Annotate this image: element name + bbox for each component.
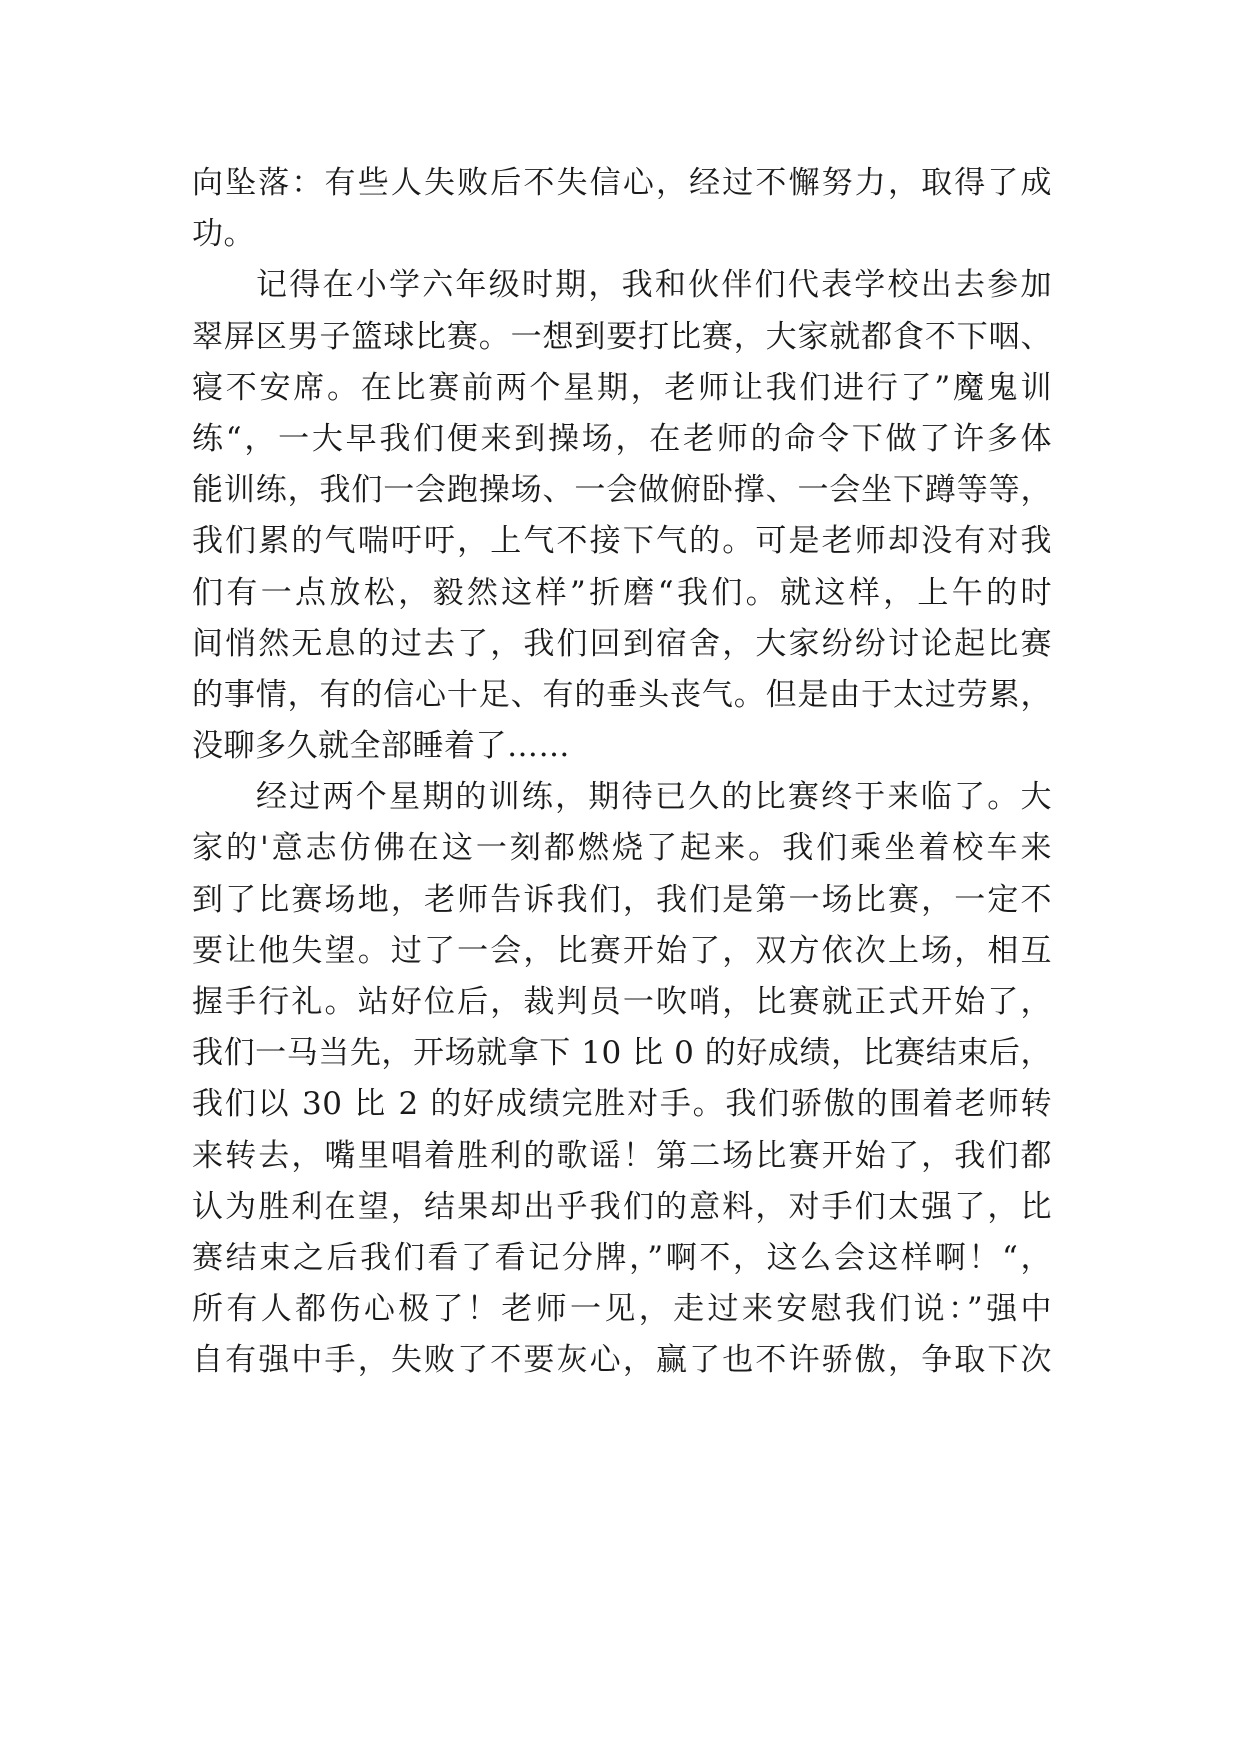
text-line: 来转去，嘴里唱着胜利的歌谣！第二场比赛开始了，我们都 [192,1137,1052,1174]
text-line: 记得在小学六年级时期，我和伙伴们代表学校出去参加 [256,267,1052,304]
text-line: 我们一马当先，开场就拿下 10 比 0 的好成绩，比赛结束后， [192,1035,1052,1072]
text-line: 自有强中手，失败了不要灰心，赢了也不许骄傲，争取下次 [192,1342,1052,1379]
text-line: 的事情，有的信心十足、有的垂头丧气。但是由于太过劳累， [192,676,1052,713]
text-line: 们有一点放松，毅然这样”折磨“我们。就这样，上午的时 [192,574,1052,611]
text-line: 家的'意志仿佛在这一刻都燃烧了起来。我们乘坐着校车来 [192,830,1052,867]
text-line: 寝不安席。在比赛前两个星期，老师让我们进行了”魔鬼训 [192,369,1052,406]
text-line: 我们累的气喘吁吁，上气不接下气的。可是老师却没有对我 [192,523,1052,560]
text-line: 到了比赛场地，老师告诉我们，我们是第一场比赛，一定不 [192,881,1052,918]
text-line: 间悄然无息的过去了，我们回到宿舍，大家纷纷讨论起比赛 [192,625,1052,662]
text-line: 握手行礼。站好位后，裁判员一吹哨，比赛就正式开始了， [192,984,1052,1020]
text-line: 翠屏区男子篮球比赛。一想到要打比赛，大家就都食不下咽、 [192,318,1052,355]
text-line: 所有人都伤心极了！老师一见，走过来安慰我们说：”强中 [192,1291,1052,1328]
text-line: 能训练，我们一会跑操场、一会做俯卧撑、一会坐下蹲等等， [192,472,1052,509]
text-line: 赛结束之后我们看了看记分牌，”啊不，这么会这样啊！“， [192,1239,1052,1276]
body-text [192,158,1052,1387]
text-line: 向坠落：有些人失败后不失信心，经过不懈努力，取得了成 [192,165,1052,201]
text-line: 经过两个星期的训练，期待已久的比赛终于来临了。大 [256,779,1052,816]
text-line: 功。 [192,216,255,253]
text-line: 练“，一大早我们便来到操场，在老师的命令下做了许多体 [192,420,1052,457]
text-line: 认为胜利在望，结果却出乎我们的意料，对手们太强了，比 [192,1188,1052,1225]
text-line: 要让他失望。过了一会，比赛开始了，双方依次上场，相互 [192,932,1052,969]
text-line: 没聊多久就全部睡着了…… [192,728,570,765]
text-line: 我们以 30 比 2 的好成绩完胜对手。我们骄傲的围着老师转 [192,1086,1052,1123]
